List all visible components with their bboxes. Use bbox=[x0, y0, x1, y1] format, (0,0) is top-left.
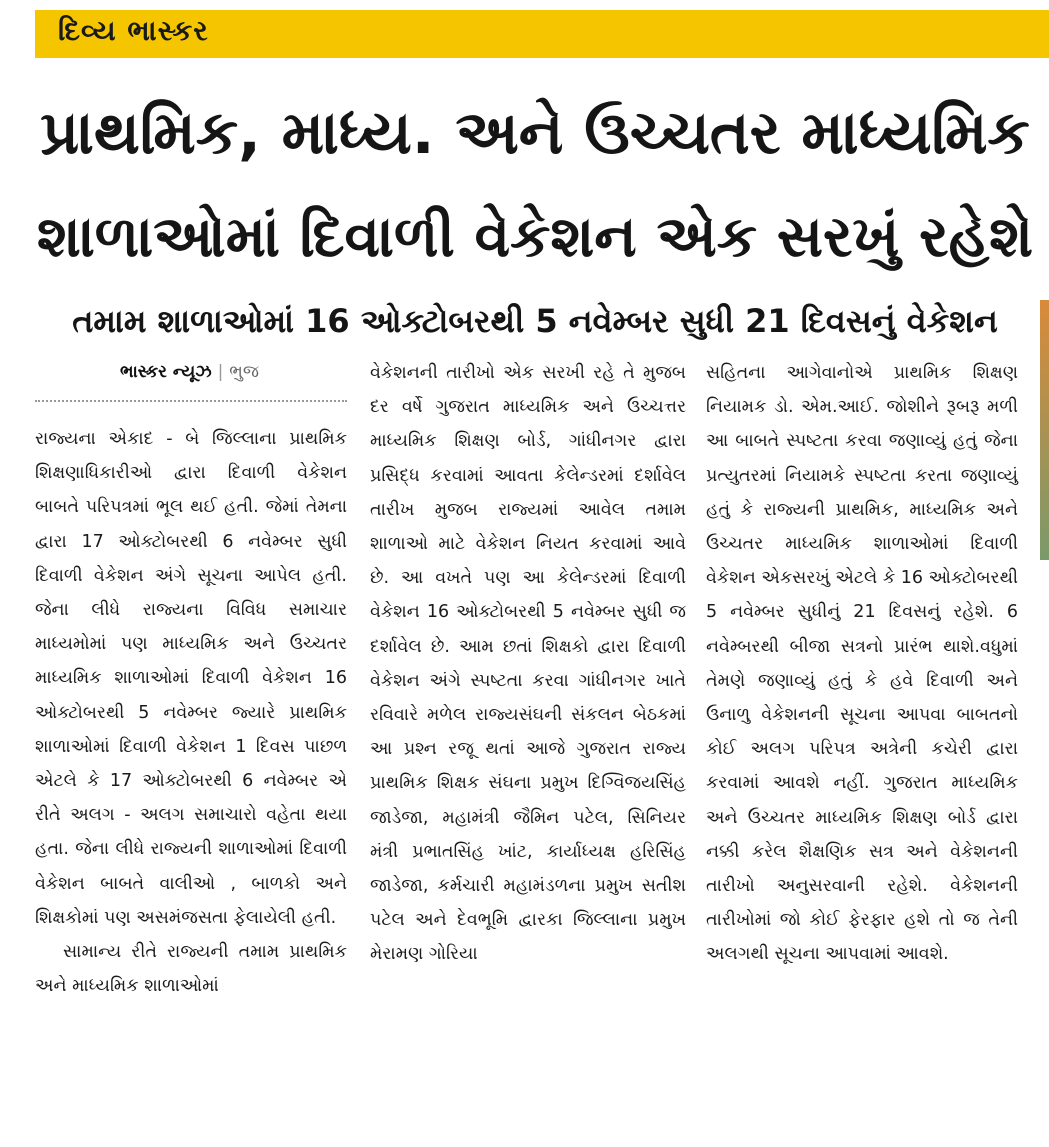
article-paragraph: વેકેશનની તારીખો એક સરખી રહે તે મુજબ દર વર્ષે ગુજરાત માધ્યમિક અને ઉચ્ચત્તર માધ્યમિક શિક્ષણ બોર્ડ, ગાંધીનગર દ્વારા પ્રસિદ્ધ કરવામાં આવતા કેલેન્ડરમાં દર્શાવેલ તારીખ મુજબ રાજ્યમાં આવેલ તમામ શાળાઓ માટે વેકેશન નિયત કરવામાં આવે છે. આ વખતે પણ આ કેલેન્ડરમાં દિવાળી વેકેશન 16 ઓક્ટોબરથી 5 નવેમ્બર સુધી જ દર્શાવેલ છે. આમ છતાં શિક્ષકો દ્વારા દિવાળી વેકેશન અંગે સ્પષ્ટતા કરવા ગાંધીનગર ખાતે રવિવારે મળેલ રાજ્યસંઘની સંકલન બેઠકમાં આ પ્રશ્ન રજૂ થતાં આજે ગુજરાત રાજ્ય પ્રાથમિક શિક્ષક સંઘના પ્રમુખ દિગ્વિજયસિંહ જાડેજા, મહામંત્રી જૈમિન પટેલ, સિનિયર મંત્રી પ્રભાતસિંહ ખાંટ, કાર્યાધ્યક્ષ હરિસિંહ જાડેજા, કર્મચારી મહામંડળના પ્રમુખ સતીશ પટેલ અને દેવભૂમિ દ્વારકા જિલ્લાના પ્રમુખ મેરામણ ગોરિયા bbox=[370, 363, 686, 965]
byline-location: ભુજ bbox=[229, 362, 259, 382]
newspaper-logo: દિવ્ય ભાસ્કર bbox=[58, 14, 209, 47]
article-column-3 bbox=[706, 356, 1018, 972]
headline-line-2: શાળાઓમાં દિવાળી વેકેશન એક સરખું રહેશે bbox=[36, 204, 1034, 270]
subheadline: તમામ શાળાઓમાં 16 ઓક્ટોબરથી 5 નવેમ્બર સુધી 21 દિવસનું વેકેશન bbox=[72, 302, 998, 340]
article-column-2 bbox=[370, 356, 686, 972]
article-paragraph: રાજ્યના એકાદ - બે જિલ્લાના પ્રાથમિક શિક્ષણાધિકારીઓ દ્વારા દિવાળી વેકેશન બાબતે પરિપત્રમાં ભૂલ થઈ હતી. જેમાં તેમના દ્વારા 17 ઓક્ટોબરથી 6 નવેમ્બર સુધી દિવાળી વેકેશન અંગે સૂચના આપેલ હતી. જેના લીધે રાજ્યના વિવિધ સમાચાર માધ્યમોમાં પણ માધ્યમિક અને ઉચ્ચતર માધ્યમિક શાળાઓમાં દિવાળી વેકેશન 16 ઓક્ટોબરથી 5 નવેમ્બર જ્યારે પ્રાથમિક શાળાઓમાં દિવાળી વેકેશન 1 દિવસ પાછળ એટલે કે 17 ઓક્ટોબરથી 6 નવેમ્બર એ રીતે અલગ - અલગ સમાચારો વહેતા થયા હતા. જેના લીધે રાજ્યની શાળાઓમાં દિવાળી વેકેશન બાબતે વાલીઓ , બાળકો અને શિક્ષકોમાં પણ અસમંજસતા ફેલાયેલી હતી. bbox=[35, 429, 347, 928]
byline-separator: | bbox=[217, 362, 224, 382]
byline-divider bbox=[35, 400, 347, 402]
article-paragraph: સામાન્ય રીતે રાજ્યની તમામ પ્રાથમિક અને માધ્યમિક શાળાઓમાં bbox=[35, 942, 347, 997]
byline bbox=[120, 362, 259, 382]
byline-agency: ભાસ્કર ન્યૂઝ bbox=[120, 362, 212, 382]
headline-line-1: પ્રાથમિક, માધ્ય. અને ઉચ્ચતર માધ્યમિક bbox=[40, 98, 1030, 168]
adjacent-page-edge bbox=[1040, 300, 1049, 560]
article-paragraph: સહિતના આગેવાનોએ પ્રાથમિક શિક્ષણ નિયામક ડો. એમ.આઈ. જોશીને રૂબરૂ મળી આ બાબતે સ્પષ્ટતા કરવા જણાવ્યું હતું જેના પ્રત્યુતરમાં નિયામકે સ્પષ્ટતા કરતા જણાવ્યું હતું કે રાજ્યની પ્રાથમિક, માધ્યમિક અને ઉચ્ચતર માધ્યમિક શાળાઓમાં દિવાળી વેકેશન એકસરખું એટલે કે 16 ઓક્ટોબરથી 5 નવેમ્બર સુધીનું 21 દિવસનું રહેશે. 6 નવેમ્બરથી બીજા સત્રનો પ્રારંભ થાશે.વધુમાં તેમણે જણાવ્યું હતું કે હવે દિવાળી અને ઉનાળુ વેકેશનની સૂચના આપવા બાબતનો કોઈ અલગ પરિપત્ર અત્રેની કચેરી દ્વારા કરવામાં આવશે નહીં. ગુજરાત માધ્યમિક અને ઉચ્ચતર માધ્યમિક શિક્ષણ બોર્ડ દ્વારા નક્કી કરેલ શૈક્ષણિક સત્ર અને વેકેશનની તારીખો અનુસરવાની રહેશે. વેકેશનની તારીખોમાં જો કોઈ ફેરફાર હશે તો જ તેની અલગથી સૂચના આપવામાં આવશે. bbox=[706, 363, 1018, 965]
article-column-1 bbox=[35, 422, 347, 1003]
